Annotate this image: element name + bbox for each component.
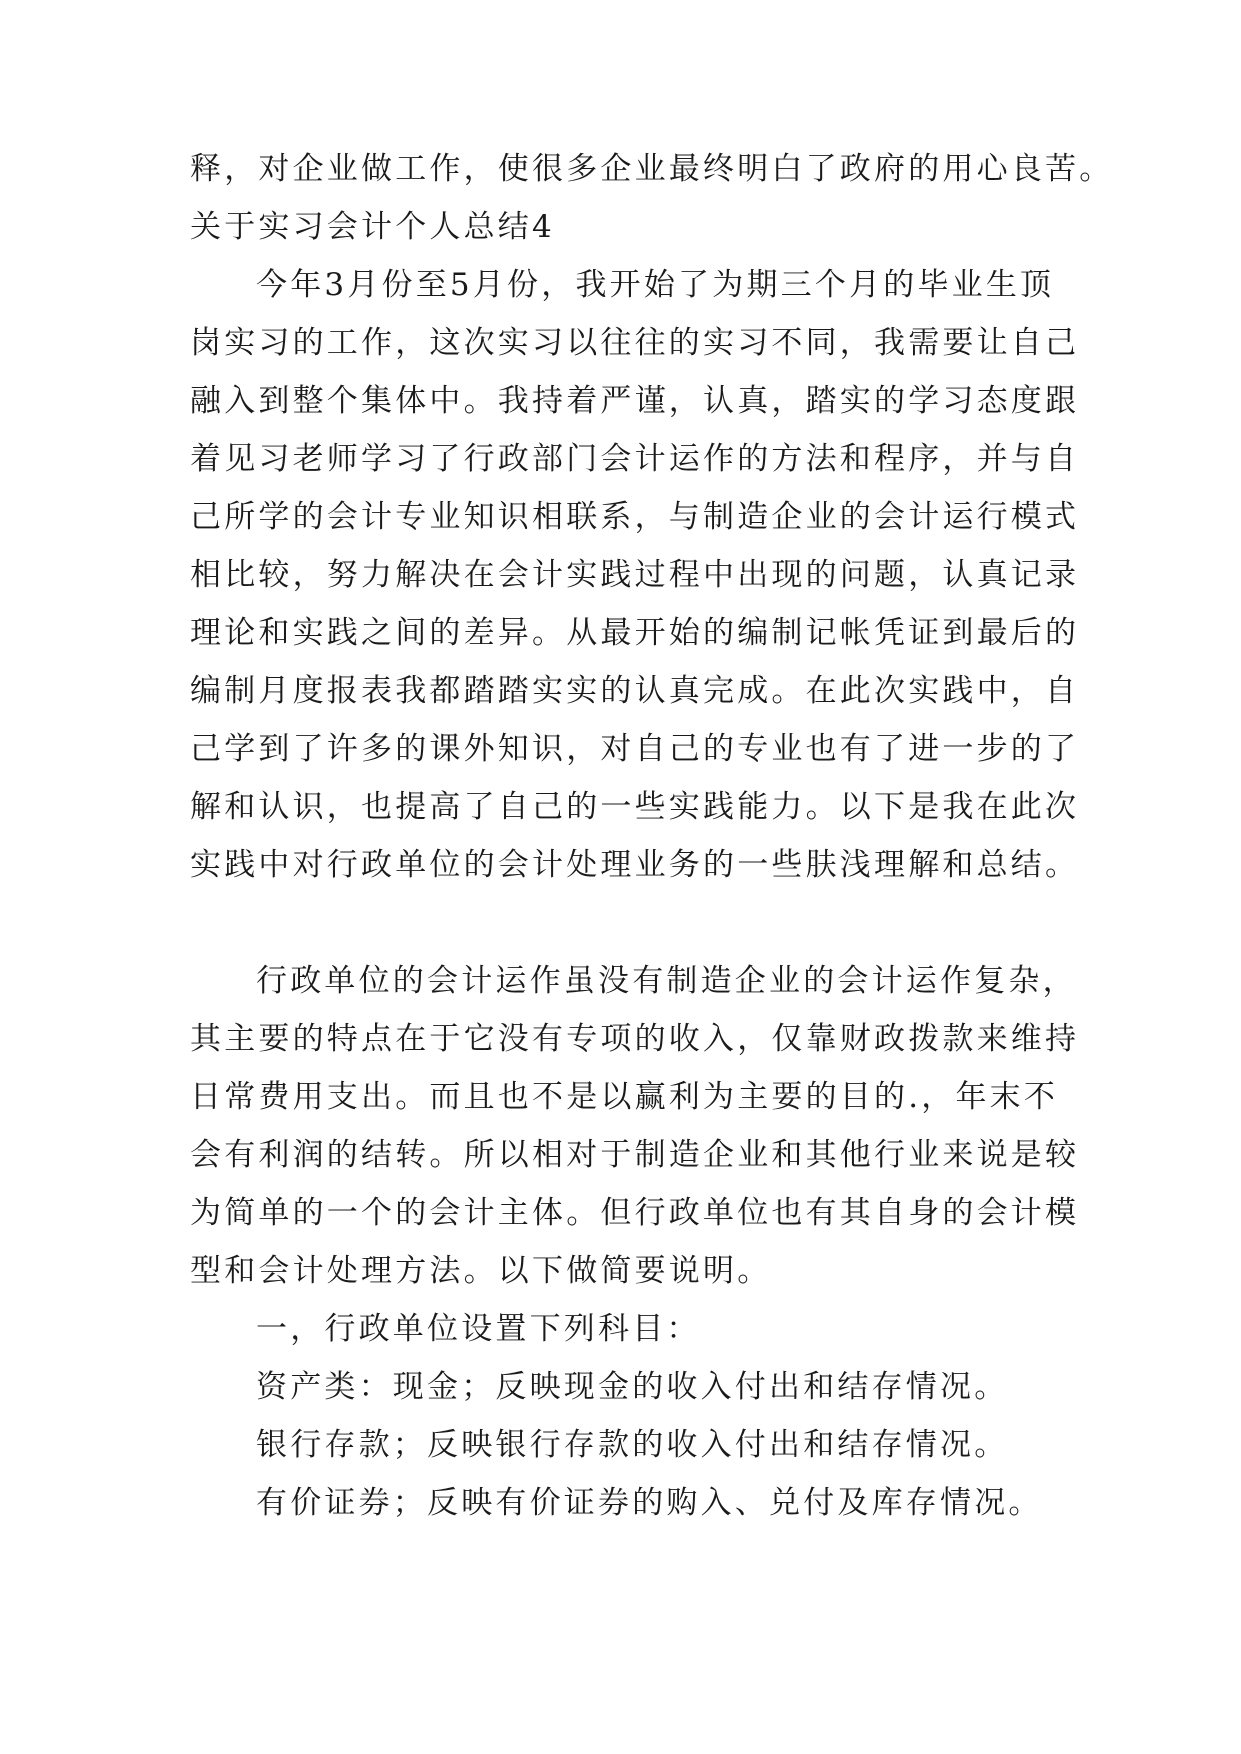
text-line: 今年3月份至5月份，我开始了为期三个月的毕业生顶 — [256, 267, 1055, 303]
text-line: 解和认识，也提高了自己的一些实践能力。以下是我在此次 — [190, 789, 1080, 825]
list-item: 资产类：现金；反映现金的收入付出和结存情况。 — [256, 1369, 1009, 1405]
text-line: 着见习老师学习了行政部门会计运作的方法和程序，并与自 — [190, 441, 1080, 477]
list-item: 银行存款；反映银行存款的收入付出和结存情况。 — [256, 1427, 1009, 1463]
list-item: 有价证券；反映有价证券的购入、兑付及库存情况。 — [256, 1485, 1043, 1521]
text-line: 型和会计处理方法。以下做简要说明。 — [190, 1253, 772, 1289]
list-heading: 一，行政单位设置下列科目： — [256, 1311, 701, 1347]
section-heading: 关于实习会计个人总结4 — [190, 209, 555, 245]
text-line: 为简单的一个的会计主体。但行政单位也有其自身的会计模 — [190, 1195, 1080, 1231]
text-line: 理论和实践之间的差异。从最开始的编制记帐凭证到最后的 — [190, 615, 1080, 651]
text-line: 其主要的特点在于它没有专项的收入，仅靠财政拨款来维持 — [190, 1021, 1080, 1057]
text-line: 己学到了许多的课外知识，对自己的专业也有了进一步的了 — [190, 731, 1080, 767]
text-line: 编制月度报表我都踏踏实实的认真完成。在此次实践中，自 — [190, 673, 1080, 709]
text-line: 融入到整个集体中。我持着严谨，认真，踏实的学习态度跟 — [190, 383, 1080, 419]
text-line: 行政单位的会计运作虽没有制造企业的会计运作复杂， — [256, 963, 1077, 999]
text-line: 释，对企业做工作，使很多企业最终明白了政府的用心良苦。 — [190, 151, 1114, 187]
text-line: 相比较，努力解决在会计实践过程中出现的问题，认真记录 — [190, 557, 1080, 593]
text-line: 己所学的会计专业知识相联系，与制造企业的会计运行模式 — [190, 499, 1080, 535]
text-line: 日常费用支出。而且也不是以赢利为主要的目的.，年末不 — [190, 1079, 1059, 1115]
text-line: 实践中对行政单位的会计处理业务的一些肤浅理解和总结。 — [190, 847, 1080, 883]
text-line: 会有利润的结转。所以相对于制造企业和其他行业来说是较 — [190, 1137, 1080, 1173]
text-line: 岗实习的工作，这次实习以往往的实习不同，我需要让自己 — [190, 325, 1080, 361]
